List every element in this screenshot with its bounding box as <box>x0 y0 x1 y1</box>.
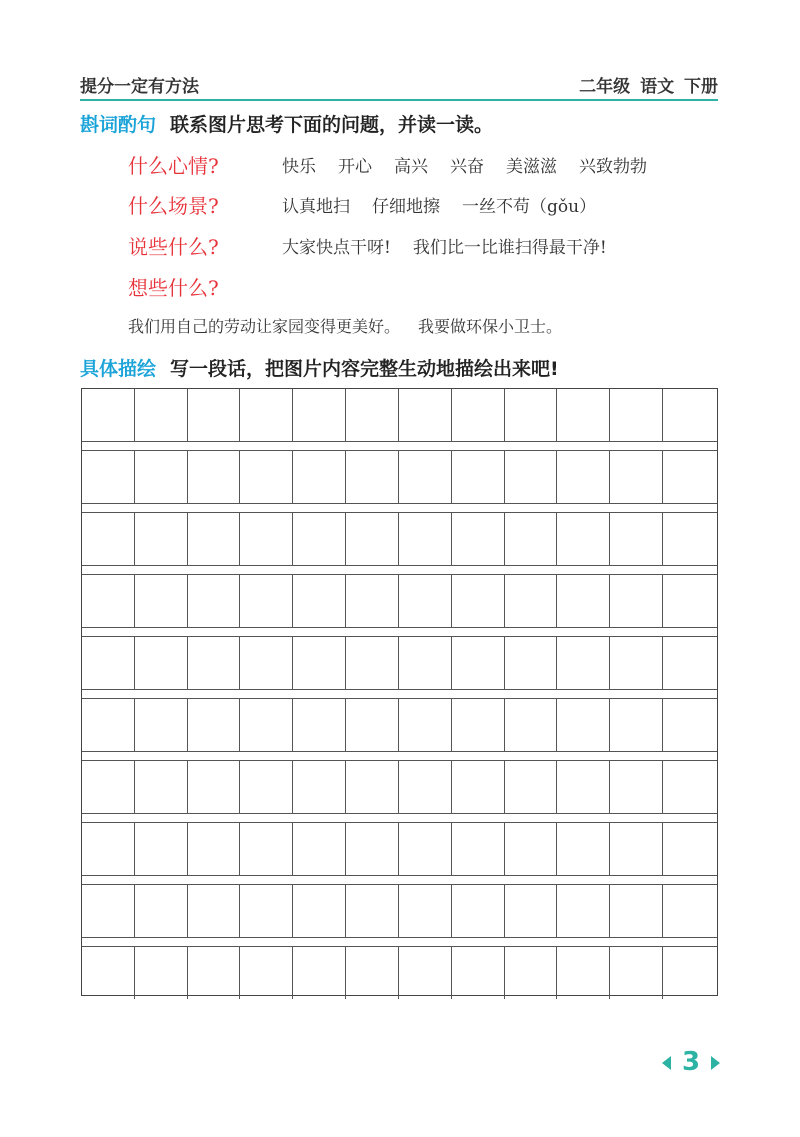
grid-cell[interactable] <box>188 885 241 937</box>
grid-cell[interactable] <box>452 823 505 875</box>
word-list <box>282 233 629 258</box>
grid-cell[interactable] <box>135 513 188 565</box>
grid-row <box>82 885 717 937</box>
grid-row <box>82 637 717 689</box>
word-list <box>282 152 669 177</box>
grid-cell[interactable] <box>82 761 135 813</box>
grid-cell[interactable] <box>610 761 663 813</box>
word: 兴奋 <box>450 157 484 177</box>
grid-cell[interactable] <box>505 947 558 999</box>
grid-cell[interactable] <box>188 637 241 689</box>
grid-row <box>82 823 717 875</box>
grid-cell[interactable] <box>188 699 241 751</box>
grid-cell[interactable] <box>610 885 663 937</box>
grid-cell[interactable] <box>346 389 399 441</box>
grid-cell[interactable] <box>558 699 611 751</box>
grid-cell[interactable] <box>135 761 188 813</box>
grid-cell[interactable] <box>346 575 399 627</box>
question-label: 什么场景? <box>128 194 219 218</box>
question-label: 想些什么? <box>128 276 219 300</box>
grid-cell[interactable] <box>188 451 241 503</box>
grid-cell[interactable] <box>452 637 505 689</box>
row-separator <box>82 751 717 761</box>
row-separator <box>82 813 717 823</box>
grid-cell[interactable] <box>241 823 294 875</box>
grid-cell[interactable] <box>505 885 558 937</box>
section-instruction: 写一段话，把图片内容完整生动地描绘出来吧! <box>170 358 559 380</box>
grid-cell[interactable] <box>82 389 135 441</box>
grid-cell[interactable] <box>663 699 716 751</box>
grid-cell[interactable] <box>663 513 716 565</box>
grid-cell[interactable] <box>558 823 611 875</box>
grid-cell[interactable] <box>505 389 558 441</box>
row-separator <box>82 875 717 885</box>
word: 大家快点干呀! <box>282 238 391 258</box>
word: 一丝不苟（gǒu） <box>462 197 597 217</box>
grid-cell[interactable] <box>505 637 558 689</box>
grid-cell[interactable] <box>293 699 346 751</box>
word: 美滋滋 <box>506 157 557 177</box>
grid-cell[interactable] <box>135 885 188 937</box>
section-label: 斟词酌句 <box>80 114 157 136</box>
grid-cell[interactable] <box>293 823 346 875</box>
grid-cell[interactable] <box>399 451 452 503</box>
grid-cell[interactable] <box>399 575 452 627</box>
word-list <box>282 192 618 217</box>
grid-cell[interactable] <box>241 389 294 441</box>
grid-cell[interactable] <box>188 389 241 441</box>
row-separator <box>82 441 717 451</box>
grid-cell[interactable] <box>293 947 346 999</box>
grid-cell[interactable] <box>558 513 611 565</box>
grid-cell[interactable] <box>135 699 188 751</box>
summary-sentence: 我们用自己的劳动让家园变得更美好。 <box>128 317 401 336</box>
grid-cell[interactable] <box>293 513 346 565</box>
grid-cell[interactable] <box>399 699 452 751</box>
grid-cell[interactable] <box>399 823 452 875</box>
grid-cell[interactable] <box>505 699 558 751</box>
word: 仔细地擦 <box>372 197 440 217</box>
grid-cell[interactable] <box>293 451 346 503</box>
word: 高兴 <box>394 157 428 177</box>
grid-cell[interactable] <box>293 389 346 441</box>
grid-cell[interactable] <box>293 761 346 813</box>
grid-cell[interactable] <box>346 451 399 503</box>
grid-cell[interactable] <box>399 885 452 937</box>
arrow-right-icon <box>711 1056 720 1070</box>
grid-cell[interactable] <box>135 637 188 689</box>
grid-cell[interactable] <box>663 947 716 999</box>
grid-cell[interactable] <box>663 823 716 875</box>
grid-cell[interactable] <box>452 699 505 751</box>
grid-cell[interactable] <box>452 389 505 441</box>
grid-cell[interactable] <box>610 575 663 627</box>
grid-cell[interactable] <box>452 513 505 565</box>
section-title-word-choice <box>80 110 493 137</box>
grid-cell[interactable] <box>663 885 716 937</box>
grid-row <box>82 761 717 813</box>
grid-cell[interactable] <box>82 699 135 751</box>
grid-cell[interactable] <box>558 885 611 937</box>
grid-row <box>82 451 717 503</box>
row-separator <box>82 565 717 575</box>
grid-cell[interactable] <box>346 885 399 937</box>
grid-cell[interactable] <box>135 823 188 875</box>
grid-cell[interactable] <box>241 513 294 565</box>
grid-cell[interactable] <box>135 451 188 503</box>
section-title-describe <box>80 354 559 381</box>
grid-row <box>82 575 717 627</box>
grid-cell[interactable] <box>663 575 716 627</box>
grid-cell[interactable] <box>558 637 611 689</box>
grid-cell[interactable] <box>241 947 294 999</box>
question-label: 说些什么? <box>128 235 219 259</box>
word: 开心 <box>338 157 372 177</box>
grid-cell[interactable] <box>82 885 135 937</box>
grid-cell[interactable] <box>82 513 135 565</box>
grid-cell[interactable] <box>610 637 663 689</box>
grid-cell[interactable] <box>188 823 241 875</box>
row-separator <box>82 937 717 947</box>
grid-cell[interactable] <box>558 575 611 627</box>
row-separator <box>82 627 717 637</box>
word: 快乐 <box>282 157 316 177</box>
grid-cell[interactable] <box>505 575 558 627</box>
section-label: 具体描绘 <box>80 358 157 380</box>
grid-cell[interactable] <box>135 575 188 627</box>
grid-cell[interactable] <box>241 575 294 627</box>
grid-cell[interactable] <box>610 947 663 999</box>
grid-cell[interactable] <box>82 823 135 875</box>
grid-cell[interactable] <box>346 513 399 565</box>
grid-cell[interactable] <box>346 947 399 999</box>
header-divider <box>80 99 718 101</box>
grid-cell[interactable] <box>505 513 558 565</box>
grid-cell[interactable] <box>505 761 558 813</box>
grid-cell[interactable] <box>452 451 505 503</box>
word: 认真地扫 <box>282 197 350 217</box>
row-separator <box>82 503 717 513</box>
word: 我们比一比谁扫得最干净! <box>412 238 607 258</box>
grid-cell[interactable] <box>82 947 135 999</box>
grid-cell[interactable] <box>135 389 188 441</box>
grid-cell[interactable] <box>346 637 399 689</box>
section-instruction: 联系图片思考下面的问题，并读一读。 <box>170 114 494 136</box>
summary-sentences <box>128 314 580 337</box>
grid-cell[interactable] <box>241 637 294 689</box>
grid-cell[interactable] <box>610 389 663 441</box>
grid-cell[interactable] <box>452 761 505 813</box>
grid-cell[interactable] <box>663 451 716 503</box>
grid-cell[interactable] <box>399 637 452 689</box>
row-separator <box>82 689 717 699</box>
grid-cell[interactable] <box>293 575 346 627</box>
grid-cell[interactable] <box>241 699 294 751</box>
grid-cell[interactable] <box>188 761 241 813</box>
header-grade-subject: 二年级 语文 下册 <box>579 77 718 97</box>
grid-cell[interactable] <box>82 637 135 689</box>
header-book-title: 提分一定有方法 <box>80 77 199 97</box>
grid-cell[interactable] <box>188 575 241 627</box>
grid-row <box>82 947 717 999</box>
grid-cell[interactable] <box>452 947 505 999</box>
grid-cell[interactable] <box>346 699 399 751</box>
grid-cell[interactable] <box>399 513 452 565</box>
grid-cell[interactable] <box>82 575 135 627</box>
grid-cell[interactable] <box>188 947 241 999</box>
grid-cell[interactable] <box>505 823 558 875</box>
grid-cell[interactable] <box>558 947 611 999</box>
grid-cell[interactable] <box>399 761 452 813</box>
grid-cell[interactable] <box>610 513 663 565</box>
grid-cell[interactable] <box>241 451 294 503</box>
word: 兴致勃勃 <box>579 157 647 177</box>
question-label: 什么心情? <box>128 154 219 178</box>
grid-cell[interactable] <box>610 699 663 751</box>
grid-cell[interactable] <box>505 451 558 503</box>
writing-grid[interactable] <box>81 388 718 996</box>
grid-cell[interactable] <box>346 761 399 813</box>
grid-cell[interactable] <box>346 823 399 875</box>
grid-cell[interactable] <box>663 637 716 689</box>
grid-cell[interactable] <box>558 451 611 503</box>
grid-cell[interactable] <box>399 389 452 441</box>
grid-cell[interactable] <box>241 761 294 813</box>
page-number: 3 <box>681 1047 701 1077</box>
grid-cell[interactable] <box>610 451 663 503</box>
grid-cell[interactable] <box>558 761 611 813</box>
grid-cell[interactable] <box>610 823 663 875</box>
grid-cell[interactable] <box>188 513 241 565</box>
grid-cell[interactable] <box>399 947 452 999</box>
grid-cell[interactable] <box>82 451 135 503</box>
grid-cell[interactable] <box>135 947 188 999</box>
summary-sentence: 我要做环保小卫士。 <box>418 317 563 336</box>
grid-row <box>82 389 717 441</box>
grid-row <box>82 513 717 565</box>
page-navigation <box>662 1047 720 1081</box>
grid-cell[interactable] <box>293 637 346 689</box>
grid-cell[interactable] <box>558 389 611 441</box>
grid-row <box>82 699 717 751</box>
grid-cell[interactable] <box>452 885 505 937</box>
grid-cell[interactable] <box>241 885 294 937</box>
grid-cell[interactable] <box>452 575 505 627</box>
grid-cell[interactable] <box>293 885 346 937</box>
grid-cell[interactable] <box>663 761 716 813</box>
grid-cell[interactable] <box>663 389 716 441</box>
